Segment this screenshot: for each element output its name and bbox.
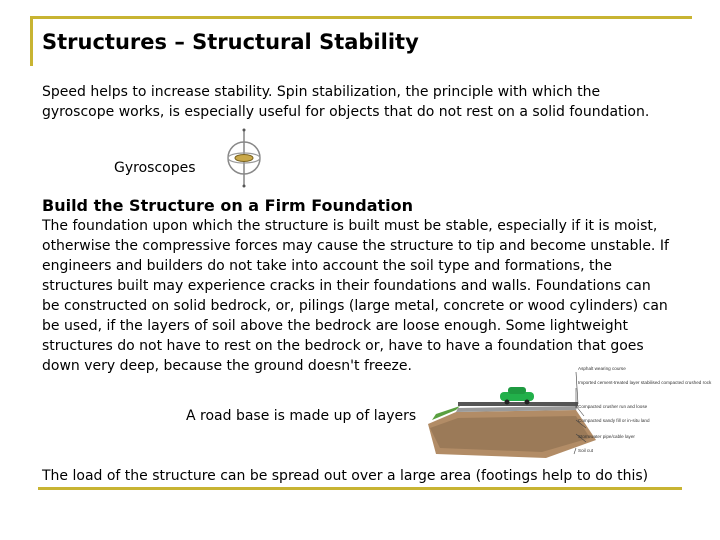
- road-label-crusher-run: Compacted crusher run and loose: [578, 404, 648, 409]
- road-label-sandy-fill: Compacted sandy fill or in-situ land: [578, 418, 650, 423]
- speed-paragraph: [42, 82, 672, 122]
- bottom-divider: [38, 487, 682, 490]
- slide-title: Structures – Structural Stability: [42, 30, 419, 54]
- road-label-pipe-layer: Stormwater pipe/cable layer: [578, 434, 635, 439]
- road-label-soil-cut: Soil cut: [578, 448, 594, 453]
- road-label-cement-layer: Imported cement-treated layer stabilised compacted crushed rock: [578, 380, 712, 385]
- foundation-paragraph: The foundation upon which the structure is built must be stable, especially if it is moist, otherwise the compressive forces may cause the structure to tip and become unstable. If engineers and builders do not take into account the soil type and formations, the structures built may experience cracks in their foundations and walls. Foundations can be constructed on solid bedrock, or, pilings (large metal, concrete or wood cylinders) can be used, if the layers of soil above the bedrock are loose enough. Some lightweight structures do not have to rest on the bedrock or, have to have a foundation that goes down very deep, because the ground doesn't freeze.: [42, 218, 669, 374]
- road-layers-diagram: [426, 362, 712, 466]
- foundation-heading: Build the Structure on a Firm Foundation: [42, 196, 414, 215]
- frame-left-border: [30, 16, 33, 66]
- road-label-asphalt: Asphalt wearing course: [578, 366, 626, 371]
- gyroscope-caption: Gyroscopes: [114, 160, 196, 176]
- frame-top-border: [30, 16, 692, 19]
- speed-text: helps to increase stability. Spin stabilization, the principle with which the gyroscope works, is especially useful for objects that do not rest on a solid foundation.: [42, 84, 650, 120]
- load-paragraph: The load of the structure can be spread out over a large area (footings help to do this): [42, 468, 649, 484]
- speed-word: Speed: [42, 84, 86, 100]
- gyroscope-image: [220, 128, 272, 188]
- road-base-caption: A road base is made up of layers: [186, 408, 417, 424]
